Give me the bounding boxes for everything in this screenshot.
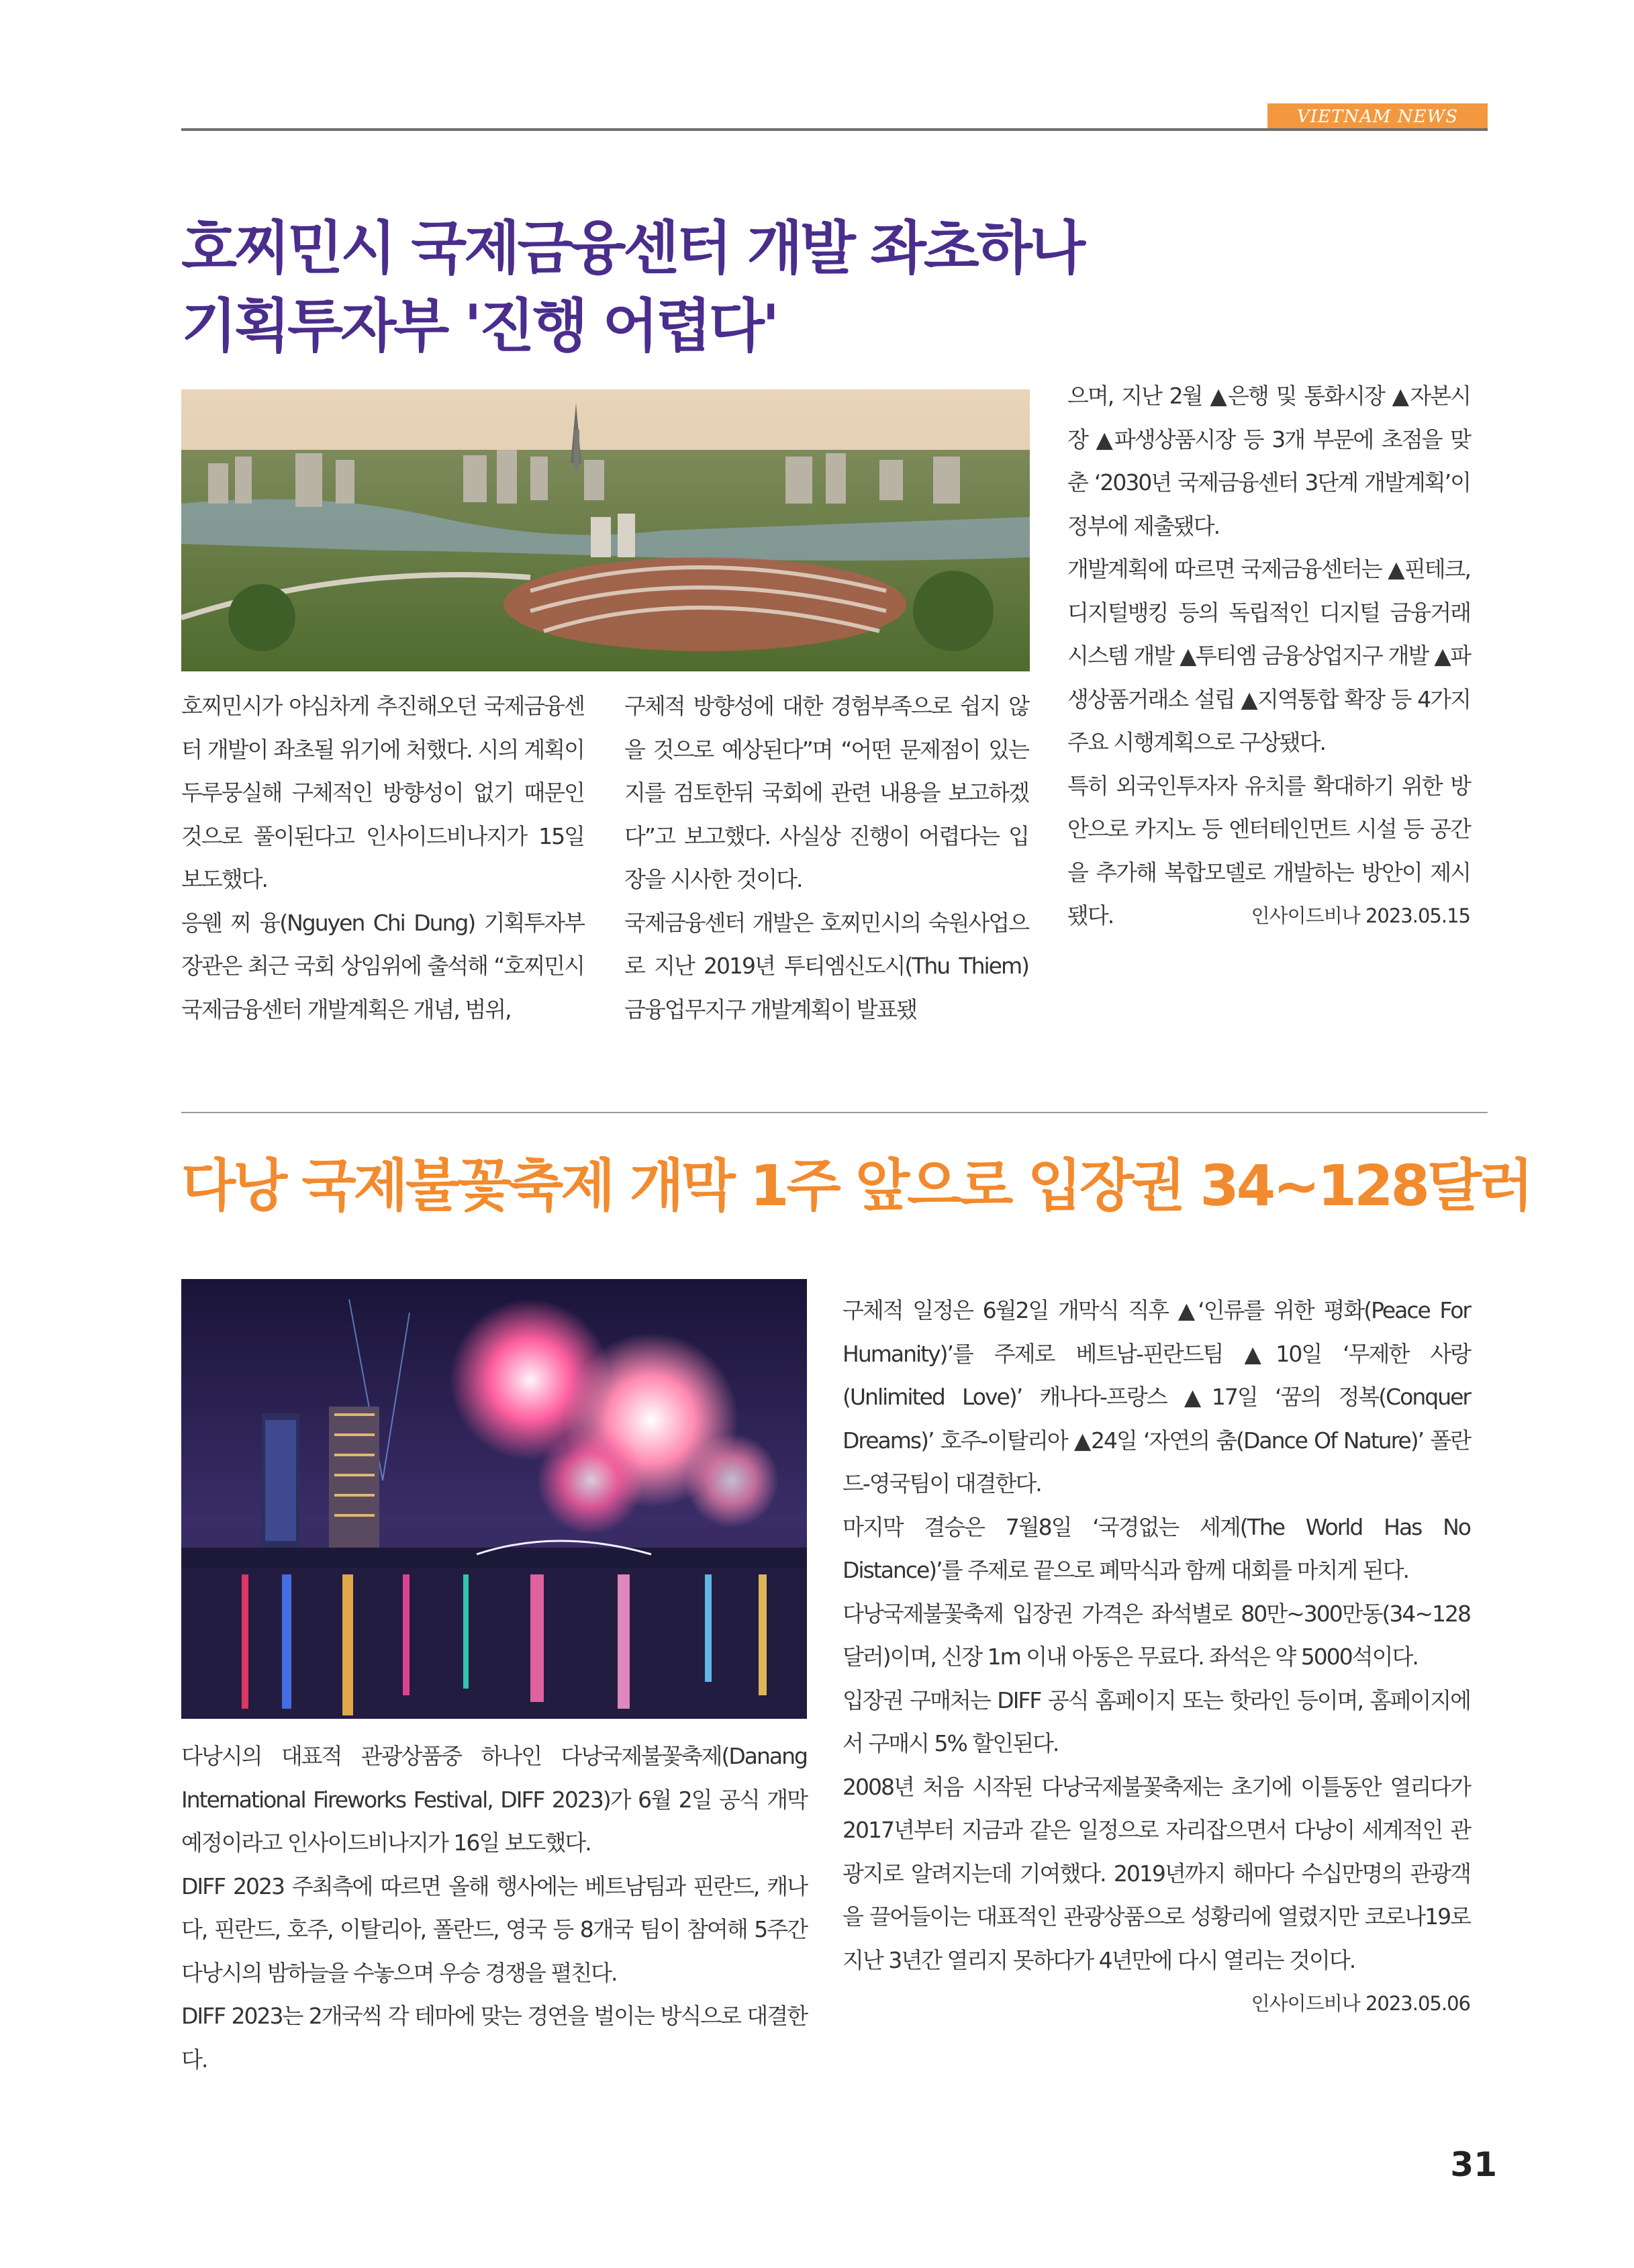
paragraph: DIFF 2023는 2개국씩 각 테마에 맞는 경연을 벌이는 방식으로 대결한다. bbox=[181, 2003, 807, 2073]
paragraph: 개발계획에 따르면 국제금융센터는 ▲핀테크, 디지털뱅킹 등의 독립적인 디지털 금융거래시스템 개발 ▲투티엠 금융상업지구 개발 ▲파생상품거래소 설립 ▲지역통합 확장 등 4가지 주요 시행계획으로 구상됐다. bbox=[1067, 556, 1470, 755]
article1-column-1 bbox=[181, 685, 584, 1031]
article2-column-2 bbox=[843, 1289, 1470, 2026]
paragraph: 입장권 구매처는 DIFF 공식 홈페이지 또는 핫라인 등이며, 홈페이지에서 구매시 5% 할인된다. bbox=[843, 1687, 1470, 1756]
article2-title: 다낭 국제불꽃축제 개막 1주 앞으로 입장권 34~128달러 bbox=[181, 1153, 1531, 1219]
section-tag: VIETNAM NEWS bbox=[1267, 103, 1488, 130]
paragraph: DIFF 2023 주최측에 따르면 올해 행사에는 베트남팀과 핀란드, 캐나다, 핀란드, 호주, 이탈리아, 폴란드, 영국 등 8개국 팀이 참여해 5주간 다낭시의 밤하늘을 수놓으며 우승 경쟁을 펼친다. bbox=[181, 1873, 807, 1986]
article1-title bbox=[181, 209, 1083, 365]
paragraph: 으며, 지난 2월 ▲은행 및 통화시장 ▲자본시장 ▲파생상품시장 등 3개 부문에 초점을 맞춘 ‘2030년 국제금융센터 3단계 개발계획’이 정부에 제출됐다. bbox=[1067, 383, 1470, 539]
article2-source: 인사이드비나 2023.05.06 bbox=[1251, 1992, 1470, 2015]
paragraph bbox=[1067, 765, 1470, 938]
hochiminh-aerial-photo bbox=[181, 389, 1030, 671]
article1-column-2 bbox=[624, 685, 1028, 1031]
paragraph-text: 특히 외국인투자자 유치를 확대하기 위한 방안으로 카지노 등 엔터테인먼트 시설 등 공간을 추가해 복합모델로 개발하는 방안이 제시됐다. bbox=[1067, 772, 1470, 929]
header-rule bbox=[181, 128, 1488, 131]
paragraph: 구체적 일정은 6월2일 개막식 직후 ▲‘인류를 위한 평화(Peace For Humanity)’를 주제로 베트남-핀란드팀 ▲10일 ‘무제한 사랑(Unlimited Love)’ 캐나다-프랑스 ▲17일 ‘꿈의 정복(Conquer Dreams)’ 호주-이탈리아 ▲24일 ‘자연의 춤(Dance Of Nature)’ 폴란드-영국팀이 대결한다. bbox=[843, 1297, 1470, 1497]
paragraph: 2008년 처음 시작된 다낭국제불꽃축제는 초기에 이틀동안 열리다가 2017년부터 지금과 같은 일정으로 자리잡으면서 다낭이 세계적인 관광지로 알려지는데 기여했다. 2019년까지 해마다 수십만명의 관광객을 끌어들이는 대표적인 관광상품으로 성황리에 열렸지만 코로나19로 지난 3년간 열리지 못하다가 4년만에 다시 열리는 것이다. bbox=[843, 1773, 1470, 1973]
paragraph: 다낭국제불꽃축제 입장권 가격은 좌석별로 80만~300만동(34~128달러)이며, 신장 1m 이내 아동은 무료다. 좌석은 약 5000석이다. bbox=[843, 1600, 1470, 1670]
article1-title-line2: 기획투자부 '진행 어렵다' bbox=[181, 293, 777, 360]
paragraph: 마지막 결승은 7월8일 ‘국경없는 세계(The World Has No Distance)’를 주제로 끝으로 폐막식과 함께 대회를 마치게 된다. bbox=[843, 1513, 1470, 1583]
paragraph: 국제금융센터 개발은 호찌민시의 숙원사업으로 지난 2019년 투티엠신도시(Thu Thiem) 금융업무지구 개발계획이 발표됐 bbox=[624, 909, 1028, 1023]
article-divider bbox=[181, 1112, 1488, 1113]
article1-title-line1: 호찌민시 국제금융센터 개발 좌초하나 bbox=[181, 215, 1084, 282]
article1-source: 인사이드비나 2023.05.15 bbox=[1251, 904, 1470, 927]
danang-fireworks-photo bbox=[181, 1279, 807, 1719]
page-number: 31 bbox=[1450, 2145, 1497, 2184]
paragraph: 응웬 찌 융(Nguyen Chi Dung) 기획투자부 장관은 최근 국회 상임위에 출석해 “호찌민시 국제금융센터 개발계획은 개념, 범위, bbox=[181, 909, 584, 1023]
paragraph: 다낭시의 대표적 관광상품중 하나인 다낭국제불꽃축제(Danang International Fireworks Festival, DIFF 2023)가 6월 2일 공식 개막예정이라고 인사이드비나지가 16일 보도했다. bbox=[181, 1743, 807, 1856]
paragraph: 호찌민시가 야심차게 추진해오던 국제금융센터 개발이 좌초될 위기에 처했다. 시의 계획이 두루뭉실해 구체적인 방향성이 없기 때문인 것으로 풀이된다고 인사이드비나지가 15일 보도했다. bbox=[181, 693, 584, 892]
article1-column-3 bbox=[1067, 375, 1470, 938]
paragraph: 구체적 방향성에 대한 경험부족으로 쉽지 않을 것으로 예상된다”며 “어떤 문제점이 있는지를 검토한뒤 국회에 관련 내용을 보고하겠다”고 보고했다. 사실상 진행이 어렵다는 입장을 시사한 것이다. bbox=[624, 693, 1028, 892]
article2-column-1 bbox=[181, 1735, 807, 2081]
